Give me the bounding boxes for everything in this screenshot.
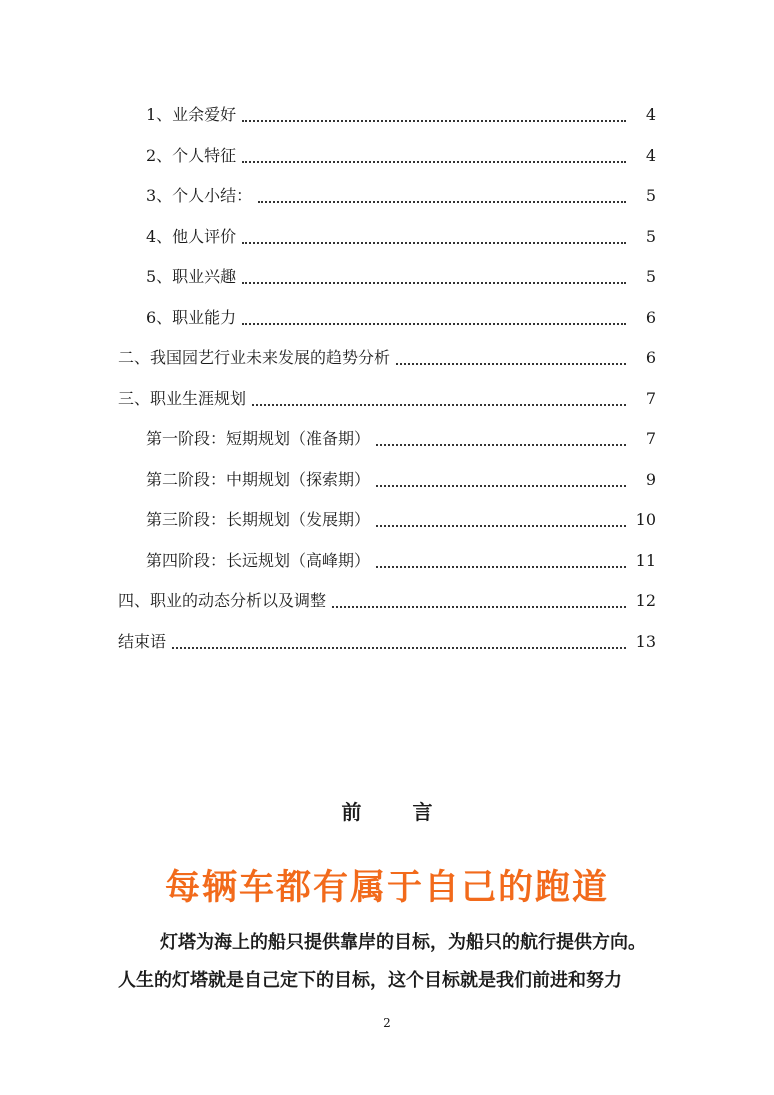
toc-leader-dots [242,263,626,291]
toc-entry[interactable] [0,425,774,453]
toc-entry-page: 4 [645,105,656,124]
toc-entry-page: 7 [645,429,656,448]
toc-entry[interactable] [0,344,774,372]
toc-entry-title: 5、职业兴趣 [146,267,237,286]
toc-entry-page: 9 [645,470,656,489]
slogan-heading: 每辆车都有属于自己的跑道 [164,867,609,908]
toc-entry-page: 6 [645,348,656,367]
toc-leader-dots [258,182,626,210]
toc-entry-page: 6 [645,308,656,327]
toc-entry-title: 2、个人特征 [146,146,237,165]
toc-entry-title: 3、个人小结： [146,186,253,205]
toc-leader-dots [376,425,626,453]
toc-leader-dots [376,506,626,534]
toc-entry-title: 第二阶段：中期规划（探索期） [146,470,371,489]
toc-entry-page: 12 [635,591,656,610]
toc-leader-dots [252,385,626,413]
toc-entry[interactable] [0,587,774,615]
toc-leader-dots [242,223,626,251]
toc-entry-title: 二、我国园艺行业未来发展的趋势分析 [118,348,391,367]
toc-entry[interactable] [0,182,774,210]
toc-entry[interactable] [0,304,774,332]
preface-heading: 前 言 [341,800,455,824]
toc-entry-title: 1、业余爱好 [146,105,237,124]
toc-entry-page: 7 [645,389,656,408]
preface-paragraph-line: 灯塔为海上的船只提供靠岸的目标，为船只的航行提供方向。 [160,932,646,953]
toc-leader-dots [242,101,626,129]
toc-entry-title: 第一阶段：短期规划（准备期） [146,429,371,448]
page-number: 2 [383,1016,391,1030]
toc-entry-page: 11 [635,551,656,570]
toc-leader-dots [376,547,626,575]
toc-entry-page: 5 [645,267,656,286]
toc-entry-page: 10 [635,510,656,529]
toc-entry[interactable] [0,223,774,251]
toc-entry[interactable] [0,385,774,413]
toc-entry-title: 6、职业能力 [146,308,237,327]
toc-entry[interactable] [0,628,774,656]
toc-leader-dots [396,344,626,372]
toc-entry-title: 三、职业生涯规划 [118,389,247,408]
toc-entry-title: 第四阶段：长远规划（高峰期） [146,551,371,570]
toc-leader-dots [242,142,626,170]
toc-entry[interactable] [0,101,774,129]
toc-entry-page: 5 [645,227,656,246]
toc-entry[interactable] [0,506,774,534]
toc-entry-page: 5 [645,186,656,205]
toc-entry[interactable] [0,547,774,575]
toc-entry-page: 4 [645,146,656,165]
toc-entry-title: 四、职业的动态分析以及调整 [118,591,327,610]
preface-paragraph-line: 人生的灯塔就是自己定下的目标，这个目标就是我们前进和努力 [118,970,622,991]
toc-entry[interactable] [0,466,774,494]
toc-leader-dots [376,466,626,494]
toc-leader-dots [242,304,626,332]
toc-entry-title: 第三阶段：长期规划（发展期） [146,510,371,529]
toc-entry-title: 结束语 [118,632,167,651]
toc-entry-page: 13 [635,632,656,651]
toc-leader-dots [332,587,626,615]
toc-leader-dots [172,628,626,656]
toc-entry[interactable] [0,263,774,291]
toc-entry[interactable] [0,142,774,170]
toc-entry-title: 4、他人评价 [146,227,237,246]
